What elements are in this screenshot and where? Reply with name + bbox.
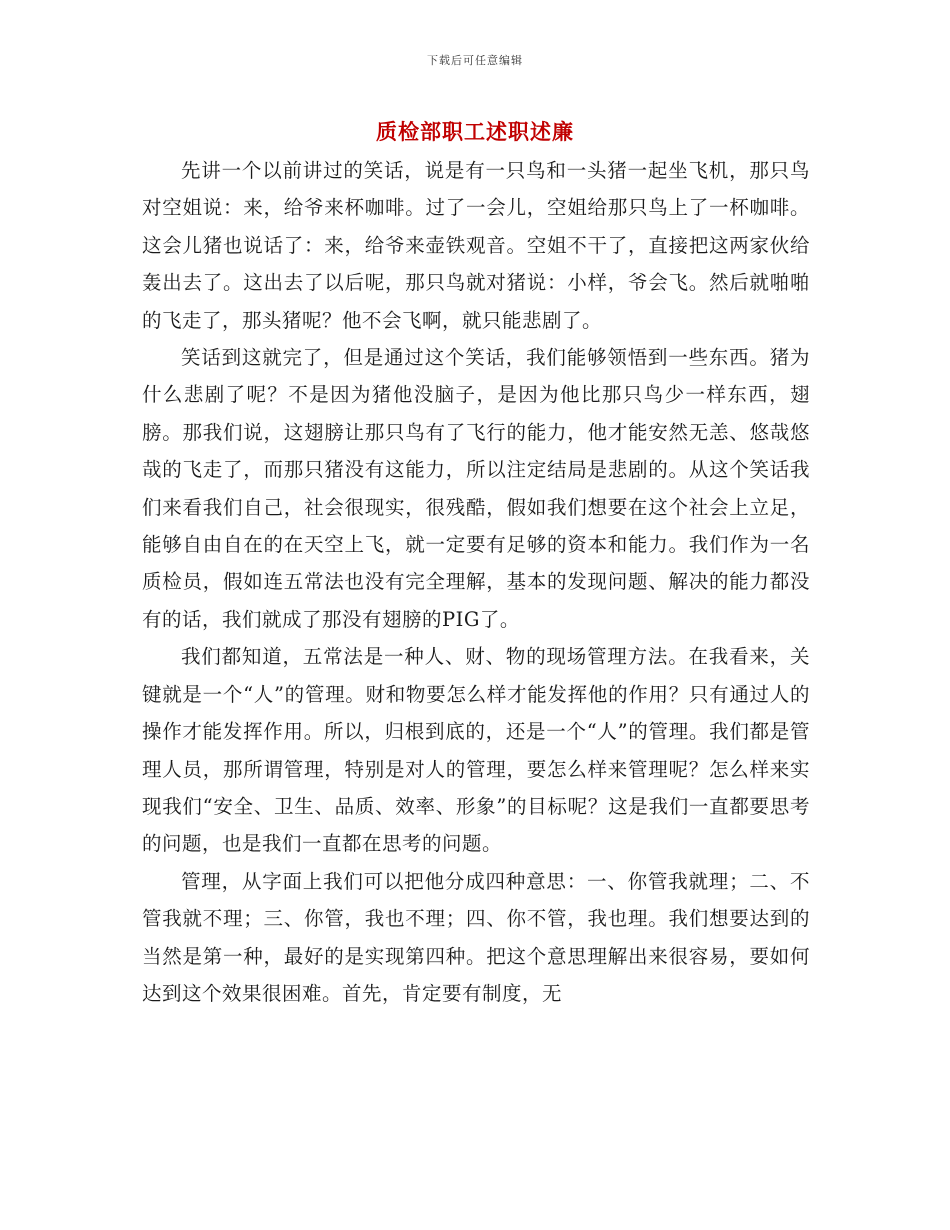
paragraph: 笑话到这就完了，但是通过这个笑话，我们能够领悟到一些东西。猪为什么悲剧了呢？不是因为猪他没脑子，是因为他比那只鸟少一样东西，翅膀。那我们说，这翅膀让那只鸟有了飞行的能力，他才能安然无恙、悠哉悠哉的飞走了，而那只猪没有这能力，所以注定结局是悲剧的。从这个笑话我们来看我们自己，社会很现实，很残酷，假如我们想要在这个社会上立足，能够自由自在的在天空上飞，就一定要有足够的资本和能力。我们作为一名质检员，假如连五常法也没有完全理解，基本的发现问题、解决的能力都没有的话，我们就成了那没有翅膀的PIG了。 [142,346,810,631]
header-note: 下载后可任意编辑 [427,54,523,67]
document-title: 质检部职工述职述廉 [376,119,574,144]
paragraph: 先讲一个以前讲过的笑话，说是有一只鸟和一头猪一起坐飞机，那只鸟对空姐说：来，给爷来杯咖啡。过了一会儿，空姐给那只鸟上了一杯咖啡。这会儿猪也说话了：来，给爷来壶铁观音。空姐不干了，直接把这两家伙给轰出去了。这出去了以后呢，那只鸟就对猪说：小样，爷会飞。然后就啪啪的飞走了，那头猪呢？他不会飞啊，就只能悲剧了。 [142,159,810,332]
document-body [142,152,810,1012]
paragraph: 管理，从字面上我们可以把他分成四种意思：一、你管我就理；二、不管我就不理；三、你管，我也不理；四、你不管，我也理。我们想要达到的当然是第一种，最好的是实现第四种。把这个意思理解出来很容易，要如何达到这个效果很困难。首先，肯定要有制度，无 [142,869,810,1005]
paragraph: 我们都知道，五常法是一种人、财、物的现场管理方法。在我看来，关键就是一个“人”的管理。财和物要怎么样才能发挥他的作用？只有通过人的操作才能发挥作用。所以，归根到底的，还是一个“人”的管理。我们都是管理人员，那所谓管理，特别是对人的管理，要怎么样来管理呢？怎么样来实现我们“安全、卫生、品质、效率、形象”的目标呢？这是我们一直都要思考的问题，也是我们一直都在思考的问题。 [142,645,810,856]
